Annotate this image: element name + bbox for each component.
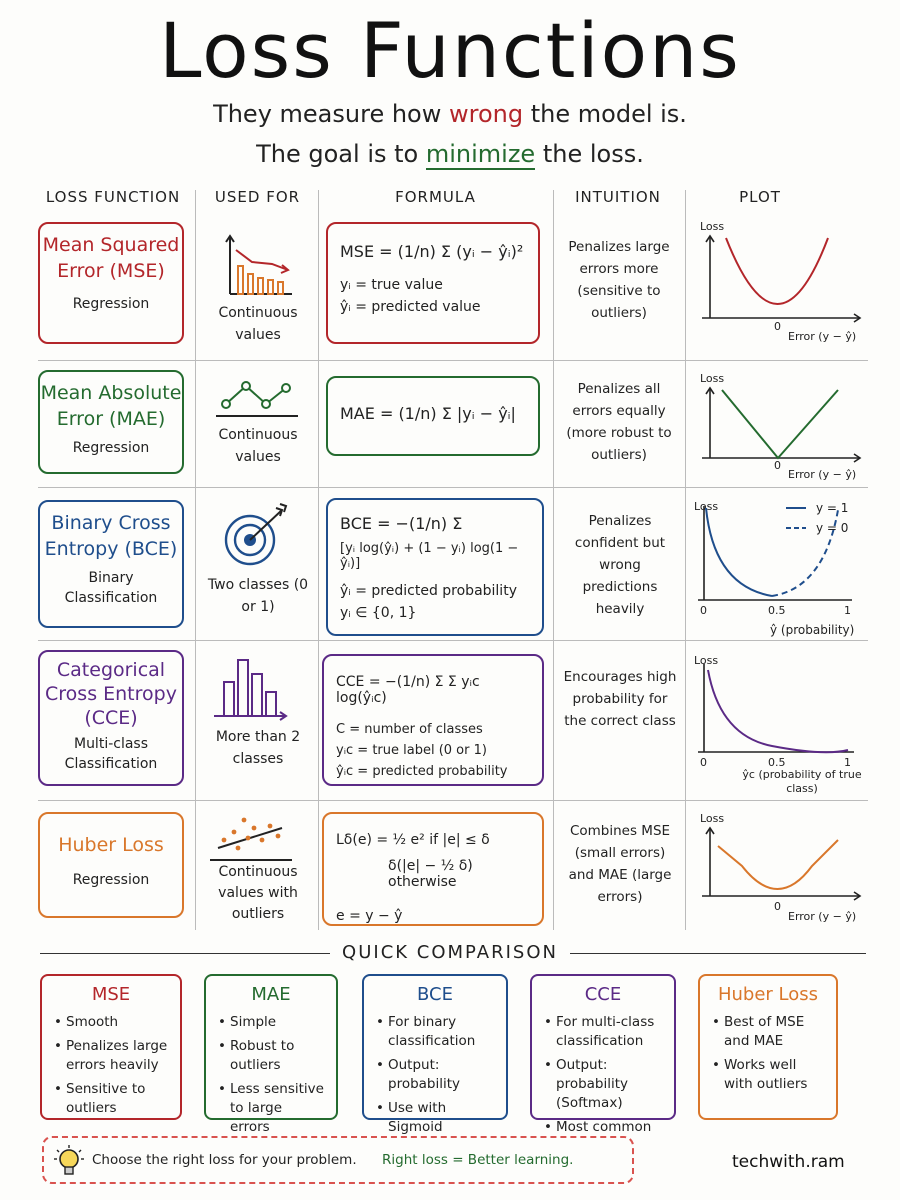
- mse-formula-note: yᵢ = true value: [340, 277, 443, 293]
- cce-intuition: Encourages high probability for the correct class: [563, 669, 677, 729]
- subtitle-line-1: [0, 100, 900, 128]
- page-title: Loss Functions: [159, 6, 741, 95]
- row-divider: [38, 640, 868, 641]
- list-item: • Less sensitive to large errors: [216, 1080, 326, 1137]
- mae-name: Mean Absolute Error (MAE): [40, 382, 182, 430]
- plot-ylabel: Loss: [694, 654, 719, 667]
- huber-plot: [692, 808, 868, 932]
- legend-y1: y = 1: [816, 501, 849, 515]
- list-item: • Output: probability (Softmax): [542, 1056, 664, 1113]
- histogram-icon: [210, 654, 290, 722]
- header-formula: FORMULA: [395, 188, 476, 206]
- header-used-for: USED FOR: [214, 188, 301, 206]
- mae-intuition: Penalizes all errors equally (more robust to outliers): [566, 381, 672, 463]
- huber-formula-note: e = y − ŷ: [336, 908, 403, 924]
- plot-zero: 0: [774, 900, 781, 913]
- comparison-card-title: MAE: [251, 984, 291, 1005]
- motto-text: Right loss = Better learning.: [382, 1152, 574, 1168]
- grid-divider: [553, 190, 554, 930]
- cce-formula: CCE = −(1/n) Σ Σ yᵢc log(ŷᵢc): [336, 674, 480, 706]
- list-item: • Robust to outliers: [216, 1037, 326, 1075]
- plot-xlabel: Error (y − ŷ): [788, 330, 857, 343]
- subtitle-text: The goal is to: [256, 140, 419, 168]
- tick-1: 1: [844, 604, 851, 617]
- bar-trend-icon: [222, 232, 294, 298]
- comparison-card-title: CCE: [584, 984, 622, 1005]
- comparison-card-cce: [530, 974, 676, 1135]
- row-divider: [38, 800, 868, 801]
- huber-name: Huber Loss: [58, 834, 164, 856]
- mse-name: Mean Squared Error (MSE): [42, 234, 180, 282]
- huber-name-card: [38, 812, 184, 918]
- target-icon: [220, 500, 292, 570]
- huber-formula-case2: δ(|e| − ½ δ) otherwise: [388, 858, 473, 890]
- list-item: • Simple: [216, 1013, 326, 1032]
- bce-plot: [692, 494, 868, 640]
- comparison-card-title: BCE: [417, 984, 453, 1005]
- line-points-icon: [212, 374, 302, 420]
- tick-1: 1: [844, 756, 851, 769]
- plot-xlabel: Error (y − ŷ): [788, 910, 857, 923]
- list-item: • For binary classification: [374, 1013, 496, 1051]
- mse-plot: [692, 214, 868, 350]
- mae-formula: MAE = (1/n) Σ |yᵢ − ŷᵢ|: [340, 404, 516, 423]
- list-item: • For multi-class classification: [542, 1013, 664, 1051]
- bce-formula-body: [yᵢ log(ŷᵢ) + (1 − yᵢ) log(1 − ŷᵢ)]: [340, 541, 519, 571]
- subtitle-highlight-minimize: minimize: [425, 140, 536, 168]
- mae-plot: [692, 366, 868, 486]
- header-plot: PLOT: [739, 188, 781, 206]
- plot-ylabel: Loss: [700, 812, 725, 825]
- section-rule: [570, 953, 866, 954]
- list-item: • Most common: [542, 1118, 664, 1137]
- comparison-card-title: MSE: [91, 984, 131, 1005]
- huber-formula-card: [322, 812, 544, 926]
- list-item: • Works well with outliers: [710, 1056, 826, 1094]
- bce-formula: BCE = −(1/n) Σ: [340, 514, 463, 533]
- plot-xlabel: Error (y − ŷ): [788, 468, 857, 481]
- plot-ylabel: Loss: [694, 500, 719, 513]
- list-item: • Output: probability: [374, 1056, 496, 1094]
- brand-handle: techwith.ram: [732, 1152, 845, 1172]
- tick-0-5: 0.5: [768, 604, 786, 617]
- subtitle-text: the loss.: [542, 140, 644, 168]
- mae-formula-card: [326, 376, 540, 456]
- mse-formula-note: ŷᵢ = predicted value: [340, 299, 481, 315]
- huber-task: Regression: [72, 872, 150, 888]
- list-item: • Best of MSE and MAE: [710, 1013, 826, 1051]
- mae-used-for: Continuous values: [218, 427, 298, 465]
- lightbulb-icon: [52, 1144, 86, 1180]
- bce-intuition: Penalizes confident but wrong predictions heavily: [574, 513, 666, 617]
- cce-plot: [692, 648, 868, 800]
- plot-xlabel: ŷc (probability of true class): [742, 768, 862, 795]
- grid-divider: [318, 190, 319, 930]
- subtitle-text: They measure how: [213, 100, 442, 128]
- mse-formula: MSE = (1/n) Σ (yᵢ − ŷᵢ)²: [340, 242, 524, 261]
- plot-zero: 0: [774, 320, 781, 333]
- comparison-title: QUICK COMPARISON: [342, 942, 558, 963]
- cce-name: Categorical Cross Entropy (CCE): [45, 659, 177, 729]
- bce-name-card: [38, 500, 184, 628]
- row-divider: [38, 360, 868, 361]
- bce-task: Binary Classification: [64, 570, 158, 606]
- cce-task: Multi-class Classification: [64, 736, 158, 772]
- tick-0-5: 0.5: [768, 756, 786, 769]
- mae-task: Regression: [72, 440, 150, 456]
- list-item: • Sensitive to outliers: [52, 1080, 170, 1118]
- tip-banner: [42, 1136, 634, 1184]
- subtitle-line-2: [0, 140, 900, 168]
- plot-ylabel: Loss: [700, 372, 725, 385]
- subtitle-text: the model is.: [530, 100, 687, 128]
- cce-name-card: [38, 650, 184, 786]
- plot-xlabel: ŷ (probability): [770, 623, 855, 637]
- list-item: • Smooth: [52, 1013, 170, 1032]
- mse-formula-card: [326, 222, 540, 344]
- cce-formula-card: [322, 654, 544, 786]
- plot-ylabel: Loss: [700, 220, 725, 233]
- tick-0: 0: [700, 604, 707, 617]
- mse-used-for: Continuous values: [218, 305, 298, 343]
- cce-formula-note: yᵢc = true label (0 or 1): [336, 743, 487, 758]
- comparison-card-mae: [204, 974, 338, 1135]
- huber-formula-case1: Lδ(e) = ½ e² if |e| ≤ δ: [336, 832, 490, 848]
- bce-name: Binary Cross Entropy (BCE): [44, 512, 178, 560]
- section-rule: [40, 953, 330, 954]
- cce-formula-note: C = number of classes: [336, 722, 483, 737]
- list-item: • Use with Sigmoid: [374, 1099, 496, 1137]
- cce-used-for: More than 2 classes: [215, 729, 301, 767]
- list-item: • Penalizes large errors heavily: [52, 1037, 170, 1075]
- header-loss-function: LOSS FUNCTION: [45, 188, 181, 206]
- huber-used-for: Continuous values with outliers: [218, 864, 298, 922]
- grid-divider: [195, 190, 196, 930]
- tick-0: 0: [700, 756, 707, 769]
- cce-formula-note: ŷᵢc = predicted probability: [336, 764, 508, 779]
- header-intuition: INTUITION: [575, 188, 661, 206]
- bce-formula-note: yᵢ ∈ {0, 1}: [340, 605, 417, 621]
- grid-divider: [685, 190, 686, 930]
- bce-formula-note: ŷᵢ = predicted probability: [340, 583, 517, 599]
- mse-task: Regression: [72, 296, 150, 312]
- comparison-card-bce: [362, 974, 508, 1135]
- plot-zero: 0: [774, 459, 781, 472]
- mae-name-card: [38, 370, 184, 474]
- mse-intuition: Penalizes large errors more (sensitive to outliers): [568, 239, 670, 321]
- tip-text: Choose the right loss for your problem.: [92, 1152, 357, 1168]
- bce-used-for: Two classes (0 or 1): [207, 577, 309, 615]
- bce-formula-card: [326, 498, 544, 636]
- comparison-card-title: Huber Loss: [717, 984, 819, 1005]
- comparison-card-mse: [40, 974, 182, 1120]
- scatter-trend-icon: [208, 814, 294, 862]
- subtitle-highlight-wrong: wrong: [449, 100, 524, 128]
- huber-intuition: Combines MSE (small errors) and MAE (large errors): [568, 823, 672, 905]
- legend-y0: y = 0: [816, 521, 849, 535]
- row-divider: [38, 487, 868, 488]
- comparison-card-huber: [698, 974, 838, 1120]
- mse-name-card: [38, 222, 184, 344]
